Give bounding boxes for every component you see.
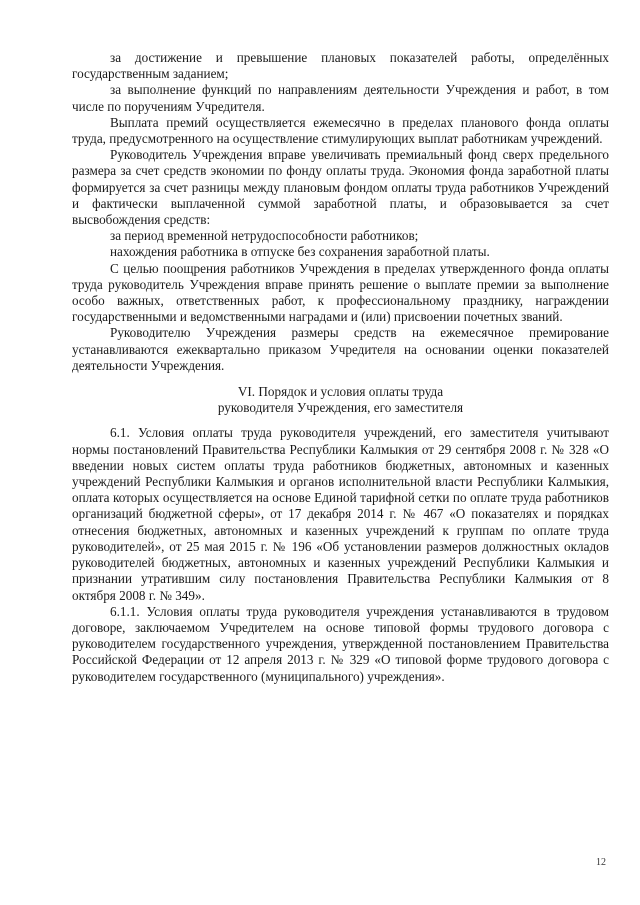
paragraph: Руководитель Учреждения вправе увеличивать премиальный фонд сверх предельного размера за счет средств экономии по фонду оплаты труда. Экономия фонда заработной платы формируется за счет разницы между плановым фондом оплаты труда работников Учреждений и фактически выплаченной суммой заработной платы, и образовывается за счет высвобождения средств: xyxy=(72,147,609,228)
paragraph: 6.1. Условия оплаты труда руководителя учреждений, его заместителя учитывают нормы постановлений Правительства Республики Калмыкия от 29 сентября 2008 г. № 328 «О введении новых систем оплаты труда работников бюджетных, автономных и казенных учреждений Республики Калмыкия и органов исполнительной власти Республики Калмыкия, оплата которых осуществляется на основе Единой тарифной сетки по оплате труда работников организаций бюджетной сферы», от 17 декабря 2014 г. № 467 «О показателях и порядках отнесения бюджетных, автономных и казенных учреждений к группам по оплате труда руководителей», от 25 мая 2015 г. № 196 «Об установлении размеров должностных окладов руководителей бюджетных, автономных и казенных учреждений Республики Калмыкия и признании утратившим силу постановления Правительства Республики Калмыкия от 8 октября 2008 г. № 349». xyxy=(72,425,609,603)
paragraph: Руководителю Учреждения размеры средств на ежемесячное премирование устанавливаются ежеквартально приказом Учредителя на основании оценки показателей деятельности Учреждения. xyxy=(72,325,609,373)
paragraph: нахождения работника в отпуске без сохранения заработной платы. xyxy=(110,244,490,260)
paragraph: Выплата премий осуществляется ежемесячно в пределах планового фонда оплаты труда, предусмотренного на осуществление стимулирующих выплат работникам учреждений. xyxy=(72,114,609,147)
section-heading-line: руководителя Учреждения, его заместителя xyxy=(217,400,464,416)
paragraph: 6.1.1. Условия оплаты труда руководителя учреждения устанавливаются в трудовом договоре, заключаемом Учредителем на основе типовой формы трудового договора с руководителем государственного учреждения, утвержденной постановлением Правительства Российской Федерации от 12 апреля 2013 г. № 329 «О типовой форме трудового договора с руководителем государственного (муниципального) учреждения». xyxy=(72,603,609,684)
section-heading-line: VI. Порядок и условия оплаты труда xyxy=(237,384,444,400)
page-number: 12 xyxy=(596,857,606,868)
document-body xyxy=(72,50,609,685)
paragraph: за период временной нетрудоспособности работников; xyxy=(110,228,419,244)
paragraph: за выполнение функций по направлениям деятельности Учреждения и работ, в том числе по поручениям Учредителя. xyxy=(72,82,609,114)
paragraph: С целью поощрения работников Учреждения в пределах утвержденного фонда оплаты труда руководитель Учреждения вправе принять решение о выплате премии за выполнение особо важных, ответственных работ, к профессиональному празднику, награждении государственными и ведомственными наградами и (или) присвоении почетных званий. xyxy=(72,260,609,325)
section-heading xyxy=(72,384,609,416)
paragraph: за достижение и превышение плановых показателей работы, определённых государственным заданием; xyxy=(72,50,609,82)
